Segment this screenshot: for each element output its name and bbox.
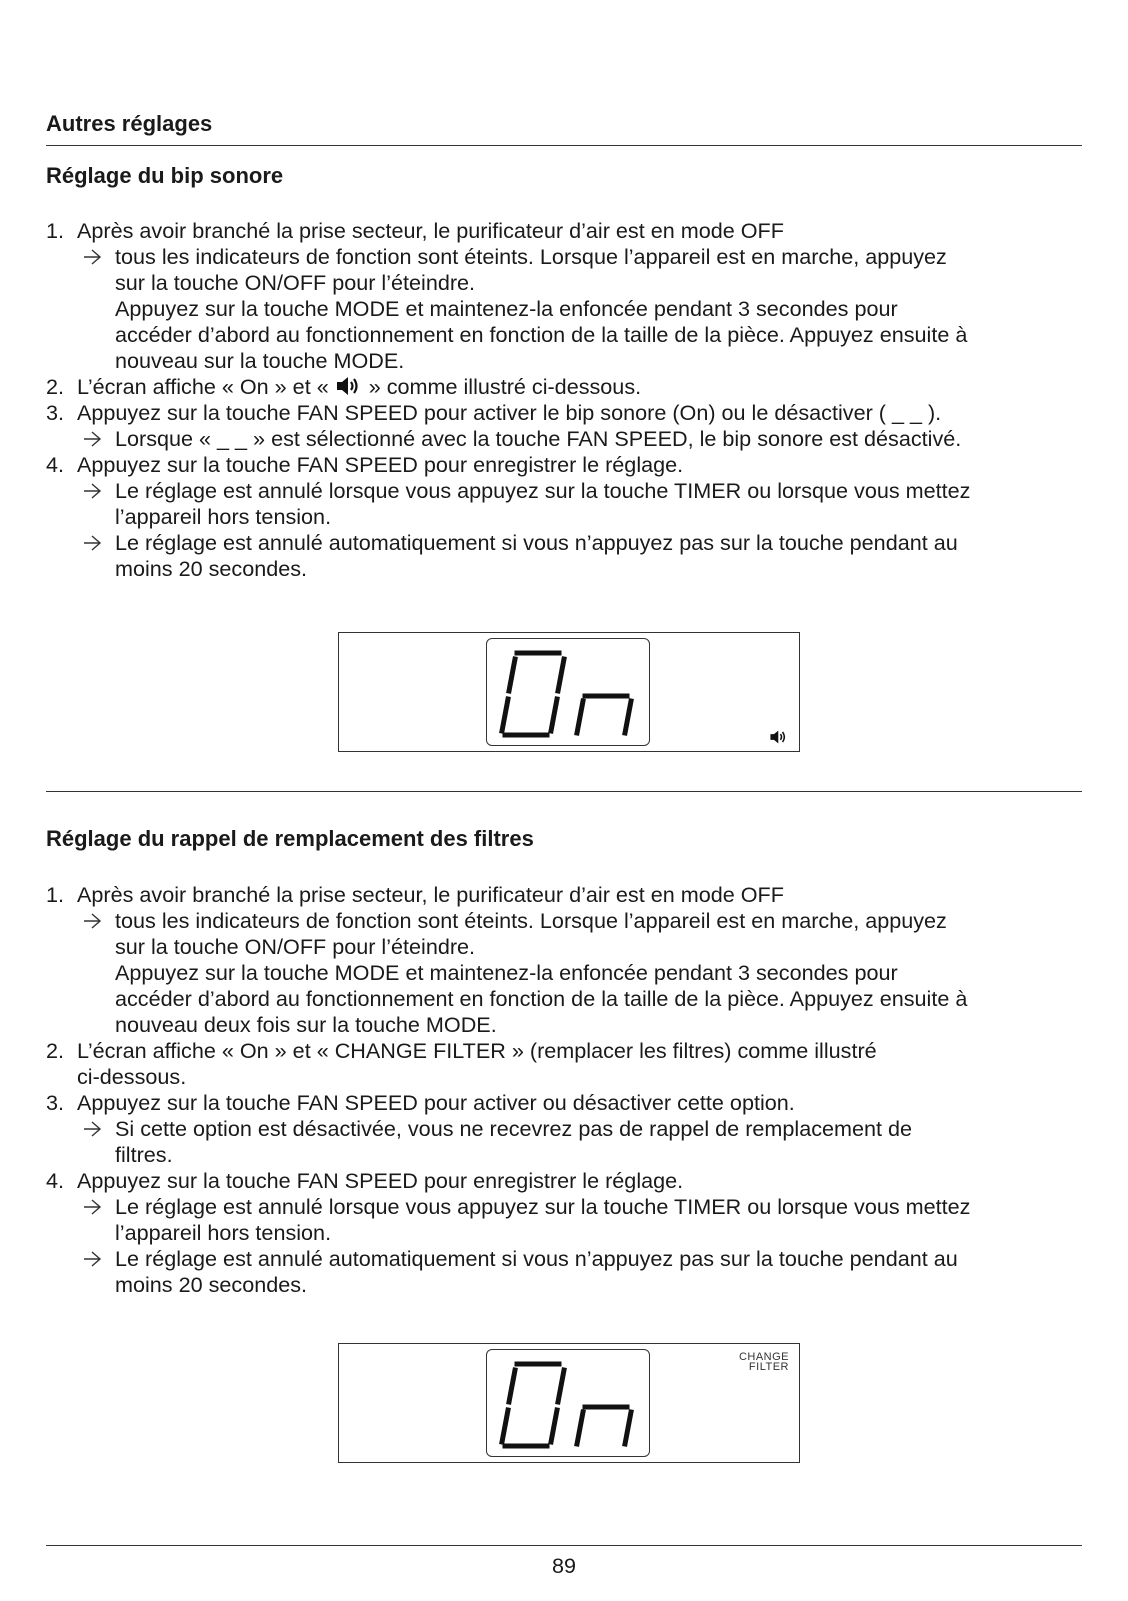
step-number: 3. <box>46 1090 65 1115</box>
step-note: Lorsque « _ _ » est sélectionné avec la touche FAN SPEED, le bip sonore est désactivé. <box>115 426 962 451</box>
arrow-icon <box>80 478 104 504</box>
section-title: Autres réglages <box>46 111 213 136</box>
step-number: 2. <box>46 1038 65 1063</box>
step-note: Appuyez sur la touche MODE et maintenez-la enfoncée pendant 3 secondes pour <box>115 296 898 321</box>
step-note: sur la touche ON/OFF pour l’éteindre. <box>115 270 476 295</box>
change-filter-label: CHANGE <box>738 1351 789 1363</box>
step-text <box>77 374 641 400</box>
step-text: L’écran affiche « On » et « CHANGE FILTER » (remplacer les filtres) comme illustré <box>77 1038 877 1063</box>
speaker-icon <box>769 728 789 746</box>
seven-segment-on <box>487 639 651 747</box>
step-number: 1. <box>46 882 65 907</box>
beep-display-illustration <box>338 632 800 752</box>
step-text: Appuyez sur la touche FAN SPEED pour enregistrer le réglage. <box>77 1168 684 1193</box>
step-note: Le réglage est annulé lorsque vous appuyez sur la touche TIMER ou lorsque vous mettez <box>115 478 971 503</box>
step-note: Le réglage est annulé automatiquement si vous n’appuyez pas sur la touche pendant au <box>115 1246 958 1271</box>
step-number: 4. <box>46 1168 65 1193</box>
seven-segment-on <box>487 1350 651 1458</box>
arrow-icon <box>80 908 104 934</box>
step-note: moins 20 secondes. <box>115 1272 308 1297</box>
step-text-part: L’écran affiche « On » et « <box>77 374 335 399</box>
step-number: 4. <box>46 452 65 477</box>
arrow-icon <box>80 530 104 556</box>
step-note: l’appareil hors tension. <box>115 1220 332 1245</box>
step-text: ci-dessous. <box>77 1064 187 1089</box>
step-note: filtres. <box>115 1142 173 1167</box>
step-number: 1. <box>46 218 65 243</box>
step-note: accéder d’abord au fonctionnement en fonction de la taille de la pièce. Appuyez ensuite à <box>115 986 968 1011</box>
step-text: Après avoir branché la prise secteur, le purificateur d’air est en mode OFF <box>77 882 784 907</box>
beep-section-title: Réglage du bip sonore <box>46 163 284 188</box>
change-filter-label: FILTER <box>748 1361 789 1373</box>
change-filter-indicator <box>729 1352 789 1372</box>
step-text: Après avoir branché la prise secteur, le purificateur d’air est en mode OFF <box>77 218 784 243</box>
footer-divider <box>46 1545 1082 1546</box>
step-note: moins 20 secondes. <box>115 556 308 581</box>
step-text: Appuyez sur la touche FAN SPEED pour activer ou désactiver cette option. <box>77 1090 795 1115</box>
step-note: Appuyez sur la touche MODE et maintenez-la enfoncée pendant 3 secondes pour <box>115 960 898 985</box>
step-note: accéder d’abord au fonctionnement en fonction de la taille de la pièce. Appuyez ensuite à <box>115 322 968 347</box>
step-number: 3. <box>46 400 65 425</box>
section-divider <box>46 791 1082 792</box>
filter-display-illustration <box>338 1343 800 1463</box>
step-note: sur la touche ON/OFF pour l’éteindre. <box>115 934 476 959</box>
filter-section-title: Réglage du rappel de remplacement des filtres <box>46 826 534 851</box>
arrow-icon <box>80 1116 104 1142</box>
lcd-screen <box>486 1349 650 1457</box>
step-note: l’appareil hors tension. <box>115 504 332 529</box>
arrow-icon <box>80 1246 104 1272</box>
step-number: 2. <box>46 374 65 399</box>
section-divider <box>46 145 1082 146</box>
step-note: Si cette option est désactivée, vous ne recevrez pas de rappel de remplacement de <box>115 1116 913 1141</box>
step-text: Appuyez sur la touche FAN SPEED pour enregistrer le réglage. <box>77 452 684 477</box>
step-note: tous les indicateurs de fonction sont éteints. Lorsque l’appareil est en marche, appuyez <box>115 908 947 933</box>
speaker-icon <box>335 374 363 398</box>
arrow-icon <box>80 244 104 270</box>
step-note: tous les indicateurs de fonction sont éteints. Lorsque l’appareil est en marche, appuyez <box>115 244 947 269</box>
arrow-icon <box>80 1194 104 1220</box>
step-text-part: » comme illustré ci-dessous. <box>362 374 642 399</box>
step-note: Le réglage est annulé lorsque vous appuyez sur la touche TIMER ou lorsque vous mettez <box>115 1194 971 1219</box>
step-note: nouveau sur la touche MODE. <box>115 348 405 373</box>
step-note: nouveau deux fois sur la touche MODE. <box>115 1012 497 1037</box>
step-note: Le réglage est annulé automatiquement si vous n’appuyez pas sur la touche pendant au <box>115 530 958 555</box>
lcd-screen <box>486 638 650 746</box>
page-number: 89 <box>551 1553 577 1578</box>
step-text: Appuyez sur la touche FAN SPEED pour activer le bip sonore (On) ou le désactiver ( _ _ ). <box>77 400 942 425</box>
arrow-icon <box>80 426 104 452</box>
